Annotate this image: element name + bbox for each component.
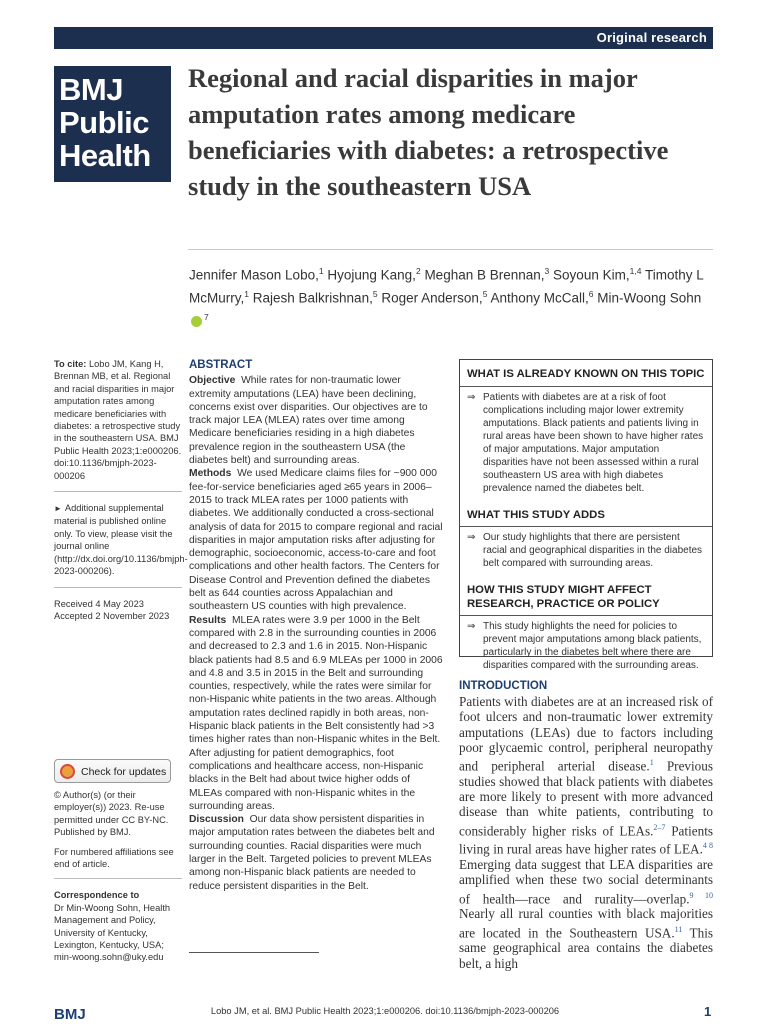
author-affiliation: 7 [204, 312, 209, 322]
supplemental-note [54, 502, 188, 577]
section-text: MLEA rates were 3.9 per 1000 in the Belt compared with 2.8 in the surrounding counties in 2006 and decreased to 2.3 and 1.6 in 2015. Non-Hispanic black patients had 8.5 and 6.9 MLEAs per 1000 in 2006 and 4.8 and 3.5 in 2015 in the Belt and surrounding counties, respectively, while the rates were similar for non-Hispanic white patients in the two areas. Although amputation rates declined rapidly in both areas, non-Hispanic black patients in the Belt consistently had >3 times higher rates than non-Hispanic whites in the Belt. After adjusting for patient demographics, foot complications and healthcare access, non-Hispanic blacks in the Belt had about twice higher odds of MLEAs compared with non-Hispanic whites in the surrounding areas. [189, 614, 443, 812]
supplemental-text[interactable]: Additional supplemental material is published online only. To view, please visit the journal online (http://dx.doi.org/10.1136/bmjph-2023-000206). [54, 503, 188, 577]
received-date: Received 4 May 2023 [54, 598, 144, 609]
section-label: Methods [189, 468, 232, 480]
accepted-date: Accepted 2 November 2023 [54, 610, 170, 621]
copyright-note: © Author(s) (or their employer(s)) 2023. Re-use permitted under CC BY-NC. Published by BMJ. [54, 790, 169, 838]
box-item [460, 620, 712, 672]
reference-link[interactable]: 9 10 [689, 890, 713, 900]
reference-link[interactable]: 1 [649, 758, 654, 768]
box-item-text: Patients with diabetes are at a risk of foot complications including major lower extremity amputations. Black patients and patients living in rural areas have been shown to have higher rates of major amputations. Major amputation disparities have not been assessed within a rural southeastern US area with high diabetes prevalence named the diabetes belt. [483, 391, 704, 494]
intro-text: Patients with diabetes are at an increased risk of foot ulcers and non-traumatic lower extremity amputations (LEAs) due to factors including poor glycaemic control, peripheral neuropathy and peripheral arterial disease. [459, 694, 713, 774]
article-title: Regional and racial disparities in major amputation rates among medicare beneficiaries with diabetes: a retrospective study in the southeastern USA [188, 63, 669, 201]
update-badge-icon [60, 764, 75, 779]
sidebar-divider [54, 491, 182, 492]
author-affiliation: 5 [372, 289, 378, 299]
intro-text: Previous studies showed that black patients with diabetes are more likely to present with more advanced disease than white patients, contributing to considerably higher risks of LEAs. [459, 758, 713, 839]
author-name[interactable]: Roger Anderson [381, 290, 479, 306]
page-number: 1 [704, 1004, 712, 1019]
box-heading-known: WHAT IS ALREADY KNOWN ON THIS TOPIC [460, 360, 712, 387]
cite-label: To cite: [54, 359, 87, 369]
author-affiliation: 3 [544, 266, 550, 276]
abstract [189, 359, 445, 893]
abstract-objective [189, 374, 445, 467]
author-name[interactable]: Soyoun Kim [553, 267, 626, 283]
triangle-icon: ► [54, 504, 62, 514]
correspondence-text: Dr Min-Woong Sohn, Health Management and Policy, University of Kentucky, Lexington, Kentucky, USA; min-woong.sohn@uky.edu [54, 902, 171, 963]
author-affiliation: 1 [244, 289, 249, 299]
section-text: Our data show persistent disparities in major amputation rates between the diabetes belt and surrounding counties. Racial disparities were much larger in the Belt. Targeted policies to prevent MLEAs among non-Hispanic black patients are needed to reduce persistent disparities in the Belt. [189, 814, 435, 892]
citation-note [54, 358, 182, 482]
author-affiliation: 1 [318, 266, 324, 276]
intro-text: Patients living in rural areas have higher rates of LEA. [459, 823, 713, 857]
author-affiliation: 6 [588, 289, 594, 299]
reference-link[interactable]: 11 [674, 924, 683, 934]
author-name[interactable]: Anthony McCall [490, 290, 585, 306]
title-divider [188, 249, 713, 250]
key-messages-box [459, 359, 713, 671]
box-heading-affect: HOW THIS STUDY MIGHT AFFECT RESEARCH, PRACTICE OR POLICY [460, 576, 712, 616]
sidebar-divider [54, 587, 182, 588]
intro-text: This same geographical area contains the diabetes belt, a high [459, 925, 713, 971]
affiliations-note: For numbered affiliations see end of article. [54, 846, 174, 870]
section-label: Results [189, 614, 227, 626]
logo-line: BMJ [59, 72, 123, 107]
check-for-updates-button[interactable] [54, 759, 171, 783]
introduction-heading: INTRODUCTION [459, 680, 548, 692]
author-name[interactable]: Hyojung Kang [327, 267, 413, 283]
orcid-icon[interactable] [191, 316, 202, 327]
author-name[interactable]: Timothy L McMurry [189, 267, 704, 306]
top-banner [54, 27, 713, 49]
logo-line: Public [59, 105, 150, 140]
author-list: Jennifer Mason Lobo,$^1$ Hyojung Kang,$^2$ Meghan B Brennan,$^3$ Soyoun Kim,$^{1,4}$ Timothy L McMurry,$^1$ Rajesh Balkrishnan,$^5$ Roger Anderson,$^5$ Anthony McCall,$^6$ Min-Woong Sohn $^7$ [189, 262, 713, 331]
intro-text: Nearly all rural counties with black majorities are located in the Southeastern USA. [459, 906, 713, 941]
section-text: While rates for non-traumatic lower extremity amputations (LEA) have been declining, concerns exist over disparities. Our objectives are to track major LEA (MLEA) rates over time among Medicare beneficiaries residing in a high diabetes prevalence region in the southeastern USA (the diabetes belt) and surrounding areas. [189, 375, 428, 467]
abstract-heading: ABSTRACT [189, 359, 253, 371]
author-affiliation: 1,4 [629, 266, 642, 276]
box-item [460, 391, 712, 495]
intro-text: Emerging data suggest that LEA disparities are amplified when these two social determinants of health—race and rurality—overlap. [459, 857, 713, 907]
arrow-icon: ⇒ [467, 621, 476, 632]
author-name[interactable]: Rajesh Balkrishnan [252, 290, 370, 306]
abstract-discussion [189, 813, 445, 893]
author-affiliation: 2 [415, 266, 421, 276]
section-text: We used Medicare claims files for ~900 000 fee-for-service beneficiaries aged ≥65 years in 2006–2015 to track MLEA rates per 1000 patients with diabetes. We additionally conducted a cross-sectional analysis of data for 2015 to compare regional and racial disparities in major amputation risks after adjusting for demographic, socioeconomic, access-to-care and foot complications and other health factors. The Centers for Disease Control and Prevention defined the diabetes belt as 644 counties across Appalachian and southeastern US counties with high prevalence. [189, 468, 443, 613]
box-heading-adds: WHAT THIS STUDY ADDS [460, 501, 712, 528]
introduction-text [459, 694, 713, 971]
footer-citation: Lobo JM, et al. BMJ Public Health 2023;1:e000206. doi:10.1136/bmjph-2023-000206 [210, 1006, 560, 1016]
author-name[interactable]: Min-Woong Sohn [597, 290, 702, 306]
section-label: Discussion [189, 814, 244, 826]
cite-text: Lobo JM, Kang H, Brennan MB, et al. Regional and racial disparities in major amputation rates among medicare beneficiaries with diabetes: a retrospective study in the southeastern USA. BMJ Public Health 2023;1:e000206. doi:10.1136/bmjph-2023-000206 [54, 359, 182, 481]
arrow-icon: ⇒ [467, 391, 476, 403]
article-sidebar [54, 358, 188, 622]
journal-logo [54, 66, 171, 182]
check-updates-label: Check for updates [81, 766, 167, 778]
footnote-divider [189, 952, 319, 953]
reference-link[interactable]: 4 8 [702, 841, 714, 851]
abstract-results [189, 614, 445, 813]
sidebar-bottom [54, 789, 182, 971]
sidebar-divider [54, 878, 182, 879]
box-item [460, 531, 712, 570]
abstract-methods [189, 467, 445, 613]
correspondence [54, 889, 182, 963]
footer-logo: BMJ [54, 1006, 86, 1023]
reference-link[interactable]: 2–7 [653, 822, 666, 832]
box-item-text: This study highlights the need for policies to prevent major amputations among black patients, particularly in the diabetes belt where there are disparities compared with the surrounding areas. [483, 621, 702, 671]
box-item-text: Our study highlights that there are persistent racial and geographical disparities in the diabetes belt compared with surrounding areas. [483, 532, 703, 569]
logo-line: Health [59, 138, 151, 173]
article-category: Original research [596, 30, 707, 45]
arrow-icon: ⇒ [467, 532, 476, 543]
author-name[interactable]: Jennifer Mason Lobo [189, 267, 316, 283]
section-label: Objective [189, 375, 236, 387]
correspondence-label: Correspondence to [54, 890, 140, 901]
author-affiliation: 5 [482, 289, 488, 299]
author-name[interactable]: Meghan B Brennan [424, 267, 541, 283]
